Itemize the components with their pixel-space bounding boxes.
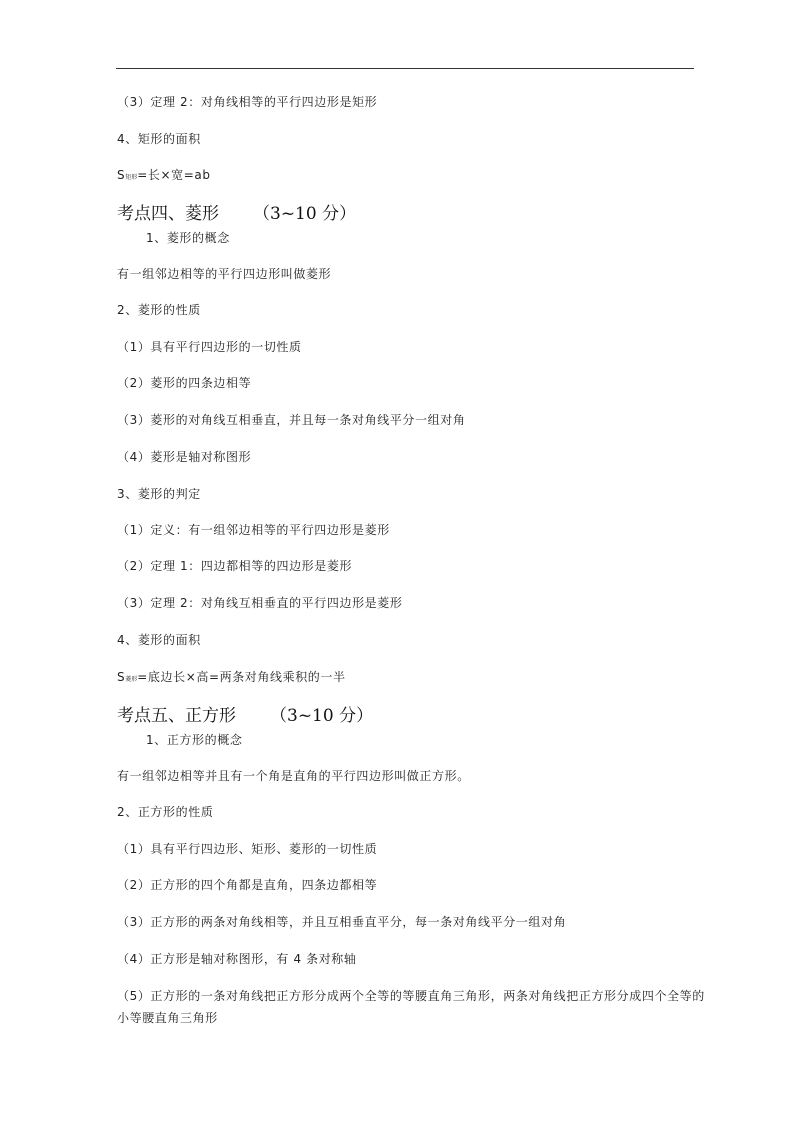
formula-symbol: S [117, 670, 126, 684]
formula-line [117, 167, 211, 186]
text-line: （2）正方形的四个角都是直角，四条边都相等 [117, 878, 378, 892]
section-title: 考点四、菱形 [117, 204, 219, 224]
formula-subscript: 菱形 [125, 676, 138, 683]
text-line: （3）定理 2：对角线相等的平行四边形是矩形 [117, 95, 378, 109]
formula-body: =长×宽=ab [137, 168, 211, 182]
text-line: （5）正方形的一条对角线把正方形分成两个全等的等腰直角三角形，两条对角线把正方形分成四个全等的小等腰直角三角形 [117, 989, 705, 1025]
text-line: （1）具有平行四边形的一切性质 [117, 340, 302, 354]
formula-subscript: 矩形 [125, 174, 138, 181]
header-rule [116, 68, 694, 69]
text-line: （2）定理 1：四边都相等的四边形是菱形 [117, 559, 353, 573]
text-line: 有一组邻边相等的平行四边形叫做菱形 [117, 267, 332, 281]
text-line: 有一组邻边相等并且有一个角是直角的平行四边形叫做正方形。 [117, 769, 470, 783]
section-score: （3~10 分） [270, 706, 374, 726]
text-line: 2、正方形的性质 [117, 805, 214, 819]
text-line: （3）正方形的两条对角线相等，并且互相垂直平分，每一条对角线平分一组对角 [117, 915, 567, 929]
text-line: （4）菱形是轴对称图形 [117, 450, 252, 464]
text-line: 2、菱形的性质 [117, 303, 201, 317]
text-line: （4）正方形是轴对称图形，有 4 条对称轴 [117, 952, 357, 966]
formula-symbol: S [117, 168, 126, 182]
section-score: （3~10 分） [253, 204, 357, 224]
text-line: （1）定义：有一组邻边相等的平行四边形是菱形 [117, 523, 390, 537]
section-heading [117, 203, 356, 225]
formula-body: =底边长×高=两条对角线乘积的一半 [137, 670, 346, 684]
text-line: 1、菱形的概念 [146, 231, 230, 245]
section-title: 考点五、正方形 [117, 706, 236, 726]
text-line: （3）定理 2：对角线互相垂直的平行四边形是菱形 [117, 596, 403, 610]
text-line: （1）具有平行四边形、矩形、菱形的一切性质 [117, 842, 378, 856]
text-line: 1、正方形的概念 [146, 733, 243, 747]
section-heading [117, 705, 373, 727]
text-line: 3、菱形的判定 [117, 487, 201, 501]
text-line: （2）菱形的四条边相等 [117, 376, 252, 390]
text-line: 4、菱形的面积 [117, 633, 201, 647]
formula-line [117, 669, 346, 688]
text-line: 4、矩形的面积 [117, 132, 201, 146]
text-line: （3）菱形的对角线互相垂直，并且每一条对角线平分一组对角 [117, 413, 466, 427]
